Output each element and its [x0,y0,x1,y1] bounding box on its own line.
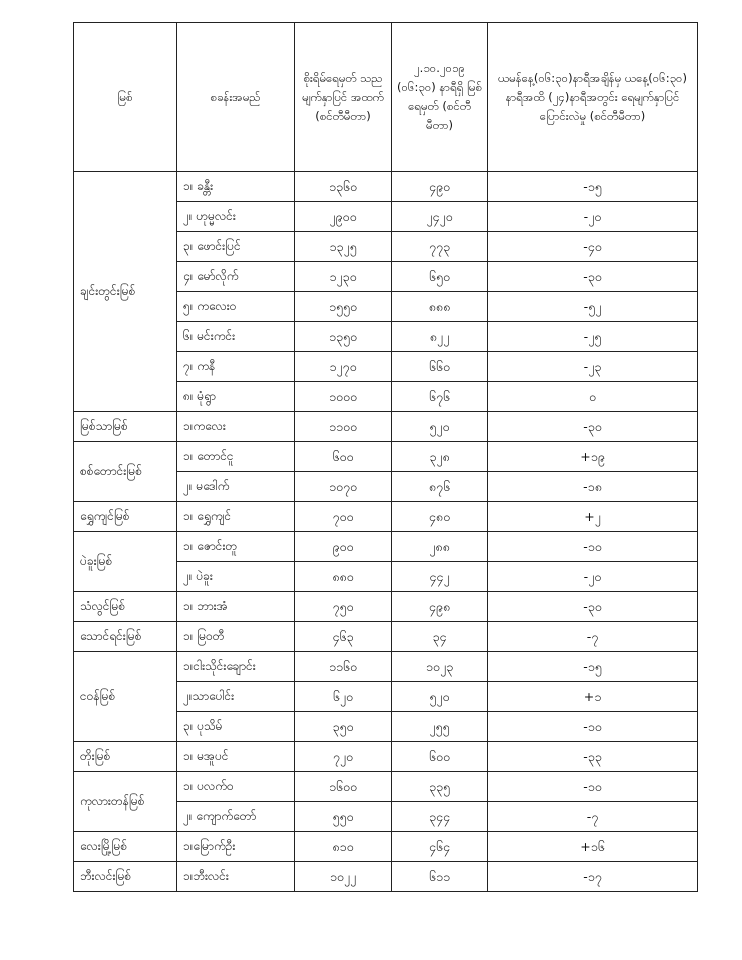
station-name-cell: ၁။ကလေး [177,412,295,442]
station-name-cell: ၁။ တောင်ငူ [177,442,295,472]
table-body [74,172,698,892]
level-change-cell: -၁၀ [488,772,698,802]
danger-level-cell: ၁၃၂၅ [295,232,392,262]
table-row [74,622,698,652]
station-name-cell: ၁။ဘီးလင်း [177,862,295,892]
current-level-cell: ၃၃၅ [392,772,488,802]
river-name-cell: စစ်တောင်းမြစ် [74,442,177,502]
station-name-cell: ၅။ ကလေးဝ [177,292,295,322]
river-name-cell: ချင်းတွင်းမြစ် [74,172,177,412]
current-level-cell: ၈၈၈ [392,292,488,322]
table-row [74,862,698,892]
current-level-cell: ၈၂၂ [392,322,488,352]
level-change-cell: -၃၀ [488,592,698,622]
river-name-cell: သံလွင်မြစ် [74,592,177,622]
header-row [74,23,698,172]
current-level-cell: ၃၄ [392,622,488,652]
level-change-cell: +၁၆ [488,832,698,862]
level-change-cell: ၀ [488,382,698,412]
table-row [74,412,698,442]
danger-level-cell: ၁၃၆၀ [295,172,392,202]
table-row [74,772,698,802]
header-24h-change: ယမန်နေ့(၀၆:၃၀)နာရီအချိန်မှ ယနေ့(၀၆:၃၀) နာရီအထိ (၂၄)နာရီအတွင်း ရေမျက်နှာပြင်ပြောင်းလဲမှု (စင်တီမီတာ) [488,23,698,172]
level-change-cell: -၃၀ [488,412,698,442]
current-level-cell: ၅၂၀ [392,682,488,712]
danger-level-cell: ၁၆၀၀ [295,772,392,802]
station-name-cell: ၁။ ဇောင်းတူ [177,532,295,562]
danger-level-cell: ၁၂၇၀ [295,352,392,382]
current-level-cell: ၄၄၂ [392,562,488,592]
danger-level-cell: ၂၉၀၀ [295,202,392,232]
current-level-cell: ၁၀၂၃ [392,652,488,682]
current-level-cell: ၄၉၈ [392,592,488,622]
table-row [74,832,698,862]
header-river: မြစ် [74,23,177,172]
station-name-cell: ၂။ မဒေါက် [177,472,295,502]
river-name-cell: ကုလားတန်မြစ် [74,772,177,832]
river-name-cell: ရွှေကျင်မြစ် [74,502,177,532]
table-row [74,502,698,532]
table-row [74,172,698,202]
river-name-cell: ဘီးလင်းမြစ် [74,862,177,892]
station-name-cell: ၁။မြောက်ဦး [177,832,295,862]
danger-level-cell: ၁၀၂၂ [295,862,392,892]
station-name-cell: ၂။သာပေါင်း [177,682,295,712]
danger-level-cell: ၇၅၀ [295,592,392,622]
danger-level-cell: ၁၅၅၀ [295,292,392,322]
table-row [74,592,698,622]
table-row [74,442,698,472]
danger-level-cell: ၈၁၀ [295,832,392,862]
river-water-level-table [73,22,698,892]
station-name-cell: ၁။ ခန္တီး [177,172,295,202]
level-change-cell: +၂ [488,502,698,532]
station-name-cell: ၂။ ကျောက်တော် [177,802,295,832]
river-name-cell: မြစ်သာမြစ် [74,412,177,442]
current-level-cell: ၃၂၈ [392,442,488,472]
danger-level-cell: ၆၀၀ [295,442,392,472]
current-level-cell: ၅၂၀ [392,412,488,442]
level-change-cell: -၁၅ [488,652,698,682]
river-name-cell: ပဲခူးမြစ် [74,532,177,592]
current-level-cell: ၄၆၄ [392,832,488,862]
danger-level-cell: ၁၁၆၀ [295,652,392,682]
table-row [74,532,698,562]
station-name-cell: ၆။ မင်းကင်း [177,322,295,352]
level-change-cell: -၂၅ [488,322,698,352]
current-level-cell: ၆၇၆ [392,382,488,412]
danger-level-cell: ၃၅၀ [295,712,392,742]
station-name-cell: ၃။ ပုသိမ် [177,712,295,742]
level-change-cell: +၁၉ [488,442,698,472]
river-name-cell: လေးမြို့မြစ် [74,832,177,862]
danger-level-cell: ၅၅၀ [295,802,392,832]
station-name-cell: ၁။ ဘားအံ [177,592,295,622]
current-level-cell: ၆၆၀ [392,352,488,382]
danger-level-cell: ၁၁၀၀ [295,412,392,442]
station-name-cell: ၁။ငါးသိုင်းချောင်း [177,652,295,682]
current-level-cell: ၂၈၈ [392,532,488,562]
level-change-cell: -၃၀ [488,262,698,292]
current-level-cell: ၄၈၀ [392,502,488,532]
level-change-cell: -၁၅ [488,172,698,202]
level-change-cell: -၂၀ [488,202,698,232]
table-row [74,742,698,772]
level-change-cell: -၁၈ [488,472,698,502]
station-name-cell: ၂။ ပဲခူး [177,562,295,592]
station-name-cell: ၁။ ပလက်ဝ [177,772,295,802]
level-change-cell: -၁၀ [488,712,698,742]
table-row [74,652,698,682]
level-change-cell: -၃၃ [488,742,698,772]
danger-level-cell: ၈၈၀ [295,562,392,592]
current-level-cell: ၆၀၀ [392,742,488,772]
header-station: စခန်းအမည် [177,23,295,172]
danger-level-cell: ၁၂၃၀ [295,262,392,292]
danger-level-cell: ၇၂၀ [295,742,392,772]
current-level-cell: ၂၄၂၀ [392,202,488,232]
station-name-cell: ၁။ မအူပင် [177,742,295,772]
danger-level-cell: ၆၂၀ [295,682,392,712]
current-level-cell: ၂၅၅ [392,712,488,742]
current-level-cell: ၈၇၆ [392,472,488,502]
danger-level-cell: ၉၀၀ [295,532,392,562]
station-name-cell: ၁။ မြဝတီ [177,622,295,652]
current-level-cell: ၄၉၀ [392,172,488,202]
level-change-cell: -၁၀ [488,532,698,562]
level-change-cell: +၁ [488,682,698,712]
level-change-cell: -၄၀ [488,232,698,262]
header-danger-level: စိုးရိမ်ရေမှတ် သည မျက်နှာပြင် အထက် (စင်တီမီတာ) [295,23,392,172]
level-change-cell: -၁၇ [488,862,698,892]
level-change-cell: -၂၃ [488,352,698,382]
station-name-cell: ၂။ ဟုမ္မလင်း [177,202,295,232]
danger-level-cell: ၁၀၀၀ [295,382,392,412]
current-level-cell: ၇၇၃ [392,232,488,262]
station-name-cell: ၃။ ဖောင်းပြင် [177,232,295,262]
station-name-cell: ၇။ ကနီ [177,352,295,382]
current-level-cell: ၆၁၁ [392,862,488,892]
level-change-cell: -၇ [488,622,698,652]
river-name-cell: တိုးမြစ် [74,742,177,772]
danger-level-cell: ၁၃၅၀ [295,322,392,352]
station-name-cell: ၈။ မုံရွာ [177,382,295,412]
danger-level-cell: ၄၆၃ [295,622,392,652]
level-change-cell: -၇ [488,802,698,832]
station-name-cell: ၁။ ရွှေကျင် [177,502,295,532]
level-change-cell: -၅၂ [488,292,698,322]
river-name-cell: သောင်ရင်းမြစ် [74,622,177,652]
current-level-cell: ၆၅၀ [392,262,488,292]
current-level-cell: ၃၄၄ [392,802,488,832]
danger-level-cell: ၇၀၀ [295,502,392,532]
header-current-level: ၂.၁၀.၂၀၁၉ (၀၆:၃၀) နာရီရှိ မြစ်ရေမှတ် (စင်တီမီတာ) [392,23,488,172]
station-name-cell: ၄။ မော်လိုက် [177,262,295,292]
river-name-cell: ငဝန်မြစ် [74,652,177,742]
danger-level-cell: ၁၀၇၀ [295,472,392,502]
level-change-cell: -၂၀ [488,562,698,592]
